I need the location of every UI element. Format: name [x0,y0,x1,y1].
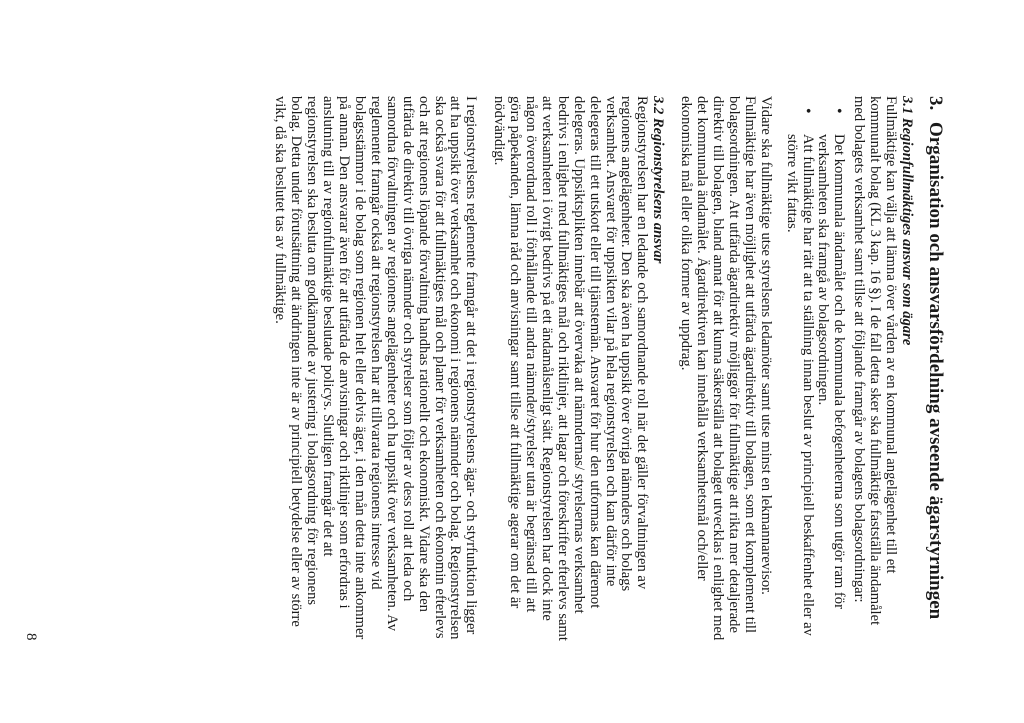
bullet-item [783,108,816,641]
heading-number: 3. [925,96,946,111]
section-3-2-paragraph-1: Regionstyrelsen har en ledande och samordnande roll när det gäller förvaltningen av regionens angelägenheter. Den ska även ha uppsikt över övriga nämnders och bolags verksamhet. Ansvaret för uppsikten vilar på hela regionstyrelsen och kan därför inte delegeras till ett utskott eller till tjänstemän. Ansvaret för hur den utformas kan däremot delegeras. Uppsiktsplikten innebär att övervaka att nämndernas/ styrelsernas verksamhet bedrivs i enlighet med fullmäktiges mål och riktlinjer, att lagar och föreskrifter efterlevs samt att verksamheten i övrigt bedrivs på ett ändamålsenligt sätt. Regionstyrelsen har dock inte någon överordnad roll i förhållande till andra nämnder/styrelser utan är begränsad till att göra påpekanden, lämna råd och anvisningar samt tillse att fullmäktige agerar om det är nödvändigt. [491,96,651,641]
page-number: 8 [23,633,39,641]
bullet-list [783,96,847,641]
section-3-2-paragraph-2: I regionstyrelsens reglemente framgår att det i regionstyrelsens ägar- och styrfunktion ligger att ha uppsikt över verksamhet och ekonomi i regionens nämnder och bolag. Regionstyrelsen ska också svara för att fullmäktiges mål och planer för verksamheten och ekonomin efterlevs och att regionens löpande förvaltning handhas rationellt och ekonomiskt. Vidare ska den utfärda de direktiv till övriga nämnder och styrelser som följer av dess roll att leda och samordna förvaltningen av regionens angelägenheter och ha uppsikt över verksamheten. Av reglementet framgår också att regionstyrelsen har att tillvarata regionens intresse vid bolagsstämmor i de bolag som regionen helt eller delvis äger, i den mån detta inte ankommer på annan. Den ansvarar även för att utfärda de anvisningar och riktlinjer som erfordras i anslutning till av regionfullmäktige beslutade policys. Slutligen framgår det att regionstyrelsen ska besluta om godkännande av justering i bolagsordning för regionens bolag. Detta under förutsättning att ändringen inte är av principiell betydelse eller av större vikt, då ska beslutet tas av fullmäktige. [272,96,480,640]
section-3-1-paragraph: Vidare ska fullmäktige utse styrelsens ledamöter samt utse minst en lekmannarevisor. Fullmäktige har även möjlighet att utfärda ägardirektiv till bolagen, som ett komplement till bolagsordningen. Att utfärda ägardirektiv möjliggör för fullmäktige att rikta mer detaljerade direktiv till bolagen, bland annat för att kunna säkerställa att bolaget utvecklas i enlighet med det kommunala ändamålet. Ägardirektiven kan innehålla verksamhetsmål och/eller ekonomiska mål eller olika former av uppdrag. [678,96,774,641]
section-3-1 [677,96,914,641]
bullet-text: Att fullmäktige har rätt att ta ställning innan beslut av principiell beskaffenhet eller av större vikt fattas. [783,134,816,636]
page-content [260,96,946,641]
section-3-2-title: 3.2 Regionstyrelsens ansvar [650,96,667,264]
heading-title: Organisation och ansvarsfördelning avseende ägarstyrningen [925,122,946,620]
section-heading [924,96,946,641]
bullet-item [815,108,848,641]
section-3-1-title: 3.1 Regionfullmäktiges ansvar som ägare [899,96,915,346]
bullet-icon: • [798,108,816,114]
section-3-1-intro: Fullmäktige kan välja att lämna över vården av en kommunal angelägenhet till ett kommunalt bolag (KL 3 kap. 16 §). I de fall detta sker ska fullmäktige fastställa ändamålet med bolagets verksamhet samt tillse att följande framgår av bolagens bolagsordningar: [851,96,900,626]
bullet-icon: • [830,108,848,114]
section-3-2 [272,96,666,641]
bullet-text: Det kommunala ändamålet och de kommunala befogenheterna som utgör ram för verksamheten ska framgå av bolagsordningen. [815,134,848,609]
